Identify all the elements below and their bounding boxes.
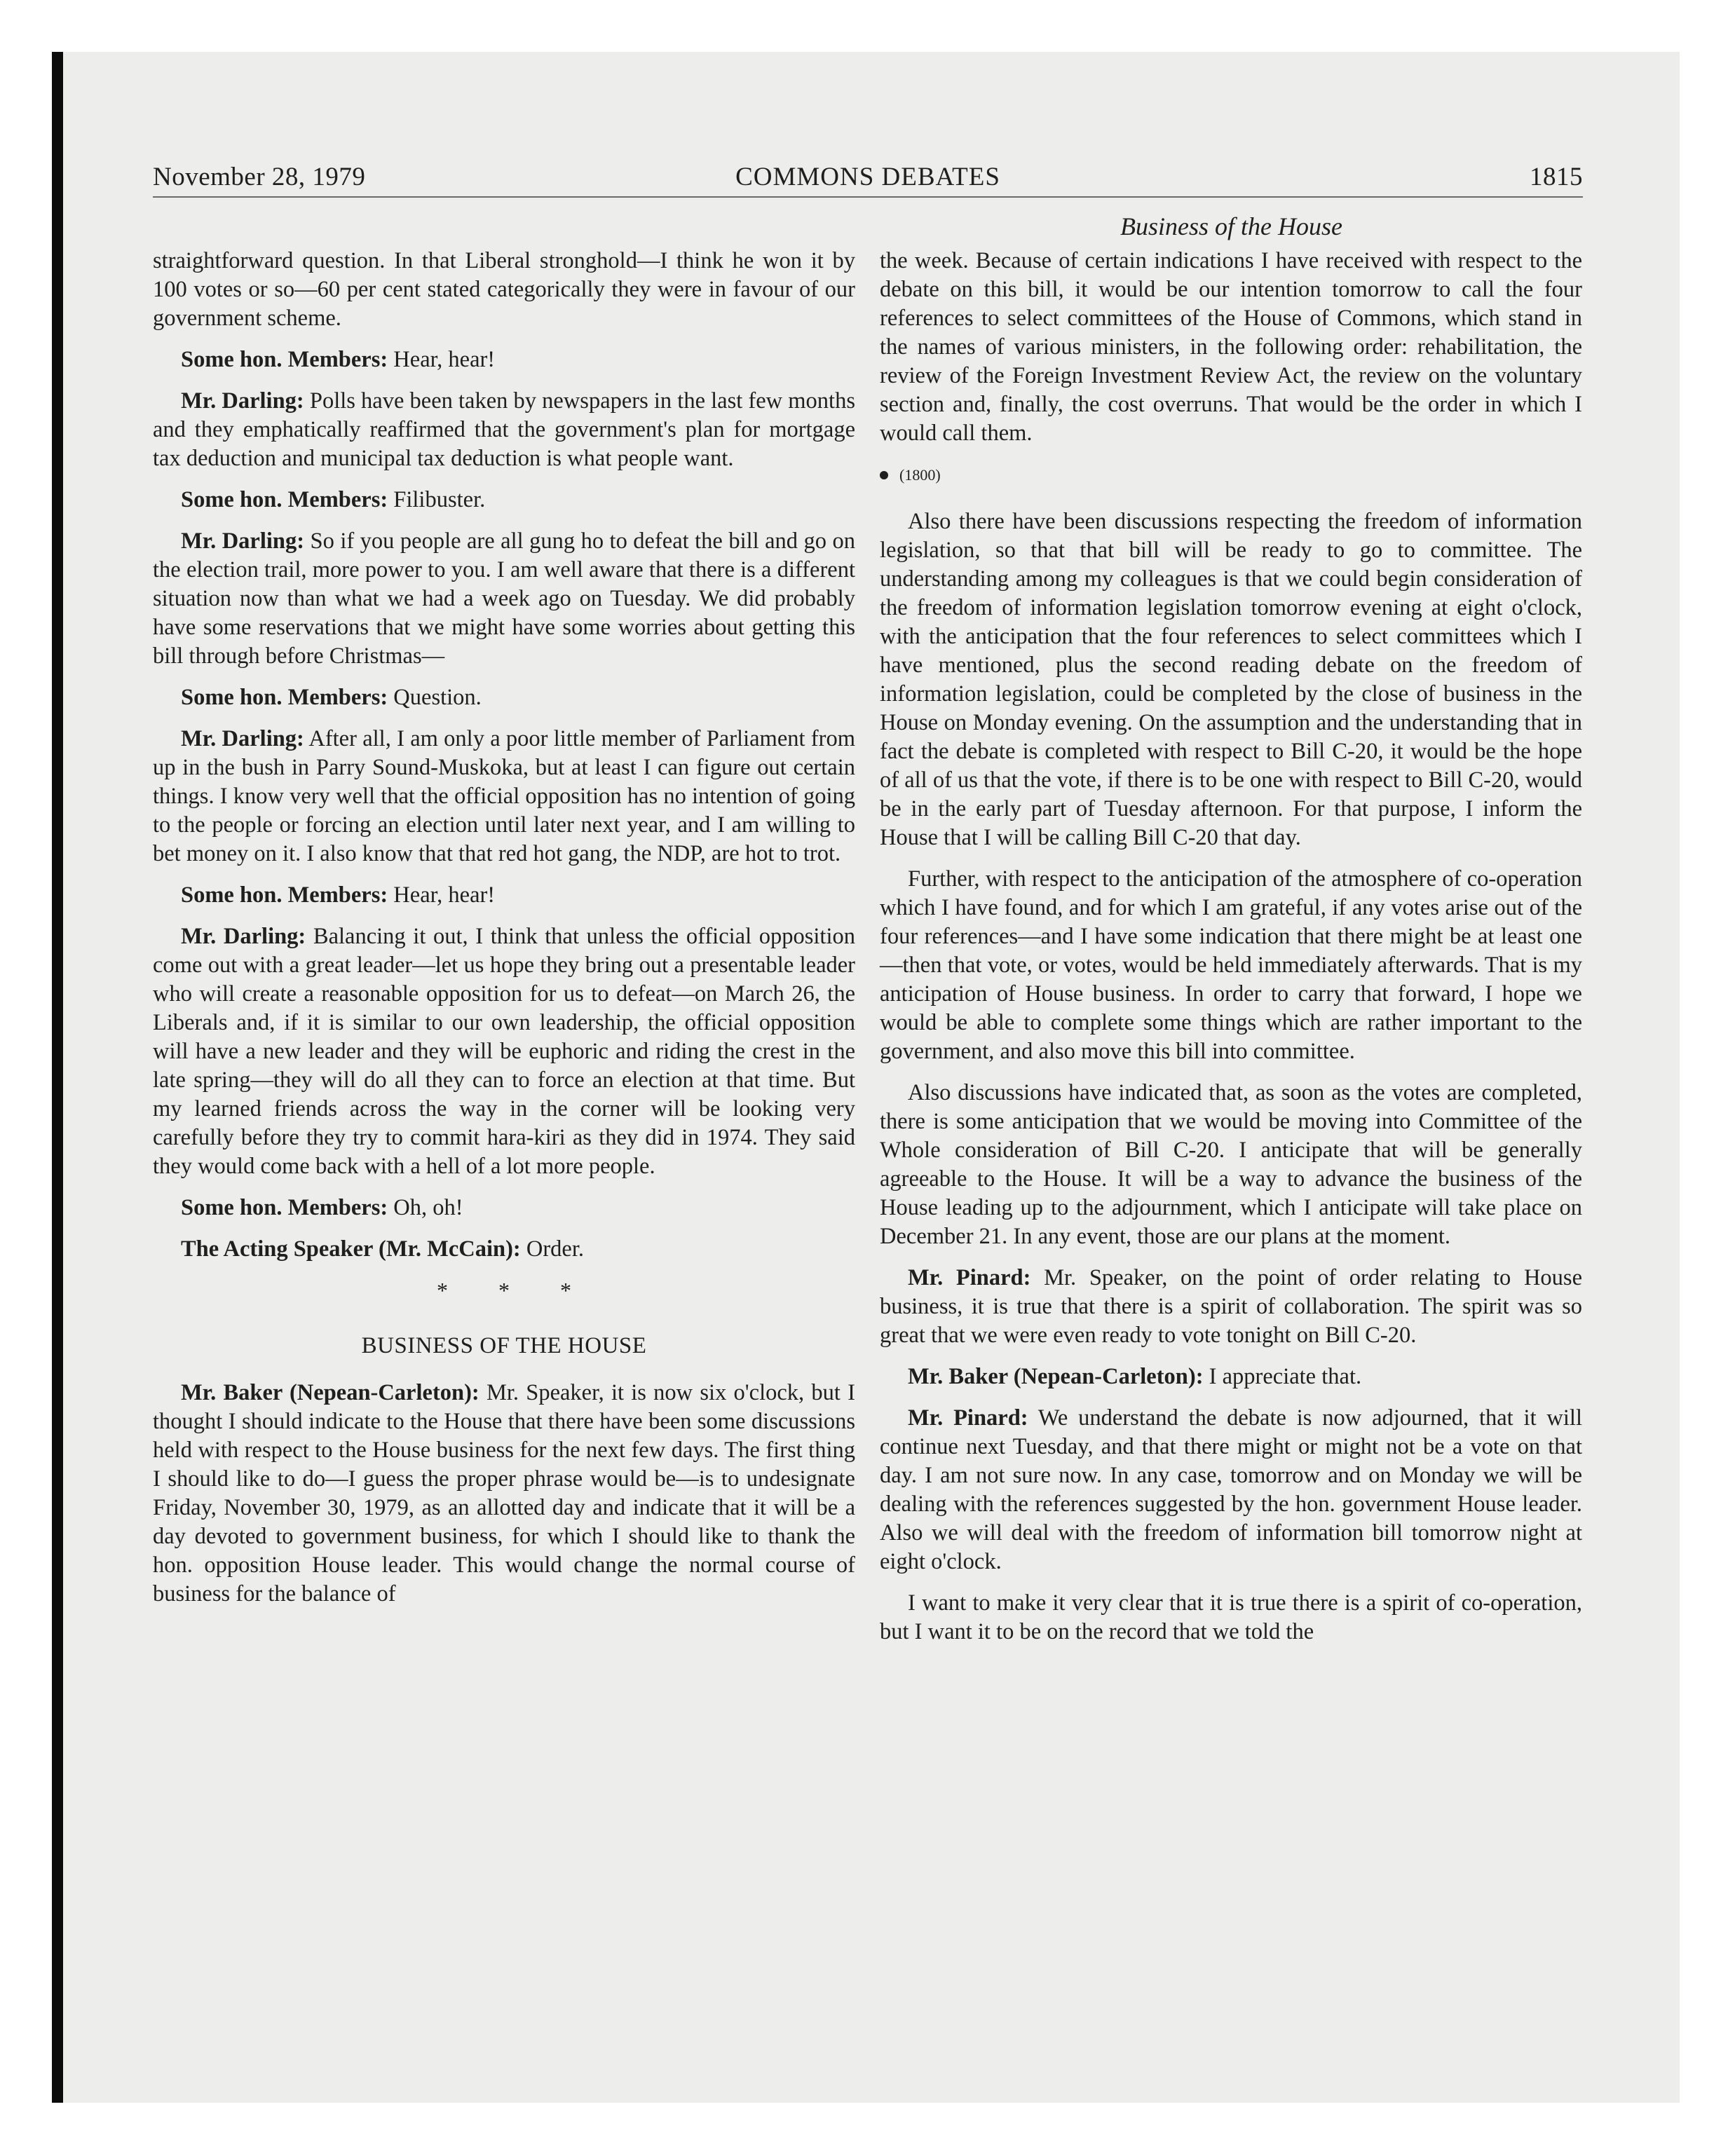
speech-paragraph <box>153 1194 855 1222</box>
speech-text: Mr. Speaker, it is now six o'clock, but I thought I should indicate to the House that there have been some discussions held with respect to the House business for the next few days. The first thing I should like to do—I guess the proper phrase would be—is to undesignate Friday, November 30, 1979, as an allotted day and indicate that it will be a day devoted to government business, for which I should like to thank the hon. opposition House leader. This would change the normal course of business for the balance of <box>153 1380 855 1606</box>
page-header <box>153 161 1583 193</box>
speech-text: Oh, oh! <box>388 1195 463 1220</box>
speaker-name: Some hon. Members: <box>181 1195 388 1220</box>
running-head: Business of the House <box>1120 212 1342 240</box>
speech-text: We understand the debate is now adjourned, that it will continue next Tuesday, and that there might or might not be a vote on that day. I am not sure now. In any case, tomorrow and on Monday we will be dealing with the references suggested by the hon. government House leader. Also we will deal with the freedom of information bill tomorrow night at eight o'clock. <box>880 1405 1582 1574</box>
paragraph: Further, with respect to the anticipation of the atmosphere of co-operation which I have found, and for which I am grateful, if any votes arise out of the four references—and I have some indication that there might be at least one—then that vote, or votes, would be held immediately afterwards. That is my anticipation of House business. In order to carry that forward, I hope we would be able to complete some things which are rather important to the government, and also move this bill into committee. <box>880 866 1582 1064</box>
speech-paragraph <box>153 1235 855 1264</box>
time-marker <box>880 460 1582 489</box>
paragraph: Also discussions have indicated that, as soon as the votes are completed, there is some anticipation that we would be moving into Committee of the Whole consideration of Bill C-20. I anticipate that will be generally agreeable to the House. It will be a way to advance the business of the House leading up to the adjournment, which I anticipate will take place on December 21. In any event, those are our plans at the moment. <box>880 1080 1582 1249</box>
speaker-name: Mr. Pinard: <box>908 1265 1031 1290</box>
speaker-name: Some hon. Members: <box>181 487 388 512</box>
speech-text: Order. <box>520 1236 585 1262</box>
speech-text: Mr. Speaker, on the point of order relating to House business, it is true that there is a spirit of collaboration. The spirit was so great that we were even ready to vote tonight on Bill C-20. <box>880 1265 1582 1348</box>
speaker-name: Mr. Baker (Nepean-Carleton): <box>908 1364 1204 1389</box>
speech-paragraph <box>880 1363 1582 1391</box>
speech-text: I appreciate that. <box>1203 1364 1362 1389</box>
right-column <box>880 247 1582 1659</box>
speaker-name: Some hon. Members: <box>181 685 388 710</box>
speech-paragraph <box>153 922 855 1181</box>
paragraph: I want to make it very clear that it is true there is a spirit of co-operation, but I want it to be on the record that we told the <box>880 1590 1582 1644</box>
speaker-name: Mr. Darling: <box>181 924 306 949</box>
speaker-name: Mr. Darling: <box>181 726 304 751</box>
speech-text: Question. <box>388 685 482 710</box>
speech-paragraph <box>880 1404 1582 1576</box>
speech-paragraph <box>153 725 855 868</box>
speech-paragraph <box>153 1379 855 1609</box>
speaker-name: Mr. Darling: <box>181 388 304 414</box>
speaker-name: Some hon. Members: <box>181 347 388 372</box>
speaker-name: Mr. Darling: <box>181 528 305 554</box>
paragraph: the week. Because of certain indications I have received with respect to the debate on this bill, it would be our intention tomorrow to call the four references to select committees of the House of Commons, which stand in the names of various ministers, in the following order: rehabilitation, the review of the Foreign Investment Review Act, the review on the voluntary section and, finally, the cost overruns. That would be the order in which I would call them. <box>880 248 1582 446</box>
speech-paragraph <box>153 527 855 671</box>
speech-text: Hear, hear! <box>388 882 496 908</box>
time-marker-label: (1800) <box>899 466 941 484</box>
speech-text: So if you people are all gung ho to defeat the bill and go on the election trail, more power to you. I am well aware that there is a different situation now than what we had a week ago on Tuesday. We did probably have some reservations that we might have some worries about getting this bill through before Christmas— <box>153 528 855 669</box>
speech-text: Filibuster. <box>388 487 486 512</box>
speaker-name: Mr. Baker (Nepean-Carleton): <box>181 1380 479 1405</box>
header-rule <box>153 196 1583 198</box>
speech-paragraph <box>880 1264 1582 1350</box>
paragraph: Also there have been discussions respecting the freedom of information legislation, so that that bill will be ready to go to committee. The understanding among my colleagues is that we could begin consideration of the freedom of information legislation tomorrow evening at eight o'clock, with the anticipation that the four references to select committees which I have mentioned, plus the second reading debate on the freedom of information legislation, could be completed by the close of business in the House on Monday evening. On the assumption and the understanding that in fact the debate is completed with respect to Bill C-20, it would be the hope of all of us that the vote, if there is to be one with respect to Bill C-20, would be in the early part of Tuesday afternoon. For that purpose, I inform the House that I will be calling Bill C-20 that day. <box>880 509 1582 850</box>
scan-edge-shadow <box>52 52 63 2103</box>
section-separator-stars: * * * <box>437 1278 594 1303</box>
paragraph: straightforward question. In that Liberal stronghold—I think he won it by 100 votes or so—60 per cent stated categorically they were in favour of our government scheme. <box>153 248 855 331</box>
header-date: November 28, 1979 <box>153 163 366 191</box>
speaker-name: Some hon. Members: <box>181 882 388 908</box>
speech-paragraph <box>153 881 855 910</box>
speech-text: Balancing it out, I think that unless the official opposition come out with a great leader—let us hope they bring out a presentable leader who will create a reasonable opposition for us to defeat—on March 26, the Liberals and, if it is similar to our own leadership, the official opposition will have a new leader and they will be euphoric and riding the crest in the late spring—they will do all they can to force an election at that time. But my learned friends across the way in the corner will be looking very carefully before they try to commit hara-kiri as they did in 1974. They said they would come back with a hell of a lot more people. <box>153 924 855 1179</box>
speech-text: Polls have been taken by newspapers in the last few months and they emphatically reaffirmed that the government's plan for mortgage tax deduction and municipal tax deduction is what people want. <box>153 388 855 471</box>
speech-paragraph <box>153 486 855 514</box>
speech-text: After all, I am only a poor little member of Parliament from up in the bush in Parry Sound-Muskoka, but at least I can figure out certain things. I know very well that the official opposition has no intention of going to the people or forcing an election until later next year, and I am willing to bet money on it. I also know that that red hot gang, the NDP, are hot to trot. <box>153 726 855 866</box>
page-number: 1815 <box>1530 163 1583 191</box>
header-title: COMMONS DEBATES <box>735 163 1000 191</box>
speech-paragraph <box>153 387 855 473</box>
section-heading: BUSINESS OF THE HOUSE <box>361 1333 647 1358</box>
bullet-icon <box>880 471 888 479</box>
speaker-name: Mr. Pinard: <box>908 1405 1028 1431</box>
speech-text: Hear, hear! <box>388 347 496 372</box>
left-column <box>153 247 855 1621</box>
speech-paragraph <box>153 683 855 712</box>
speaker-name: The Acting Speaker (Mr. McCain): <box>181 1236 521 1262</box>
speech-paragraph <box>153 346 855 374</box>
